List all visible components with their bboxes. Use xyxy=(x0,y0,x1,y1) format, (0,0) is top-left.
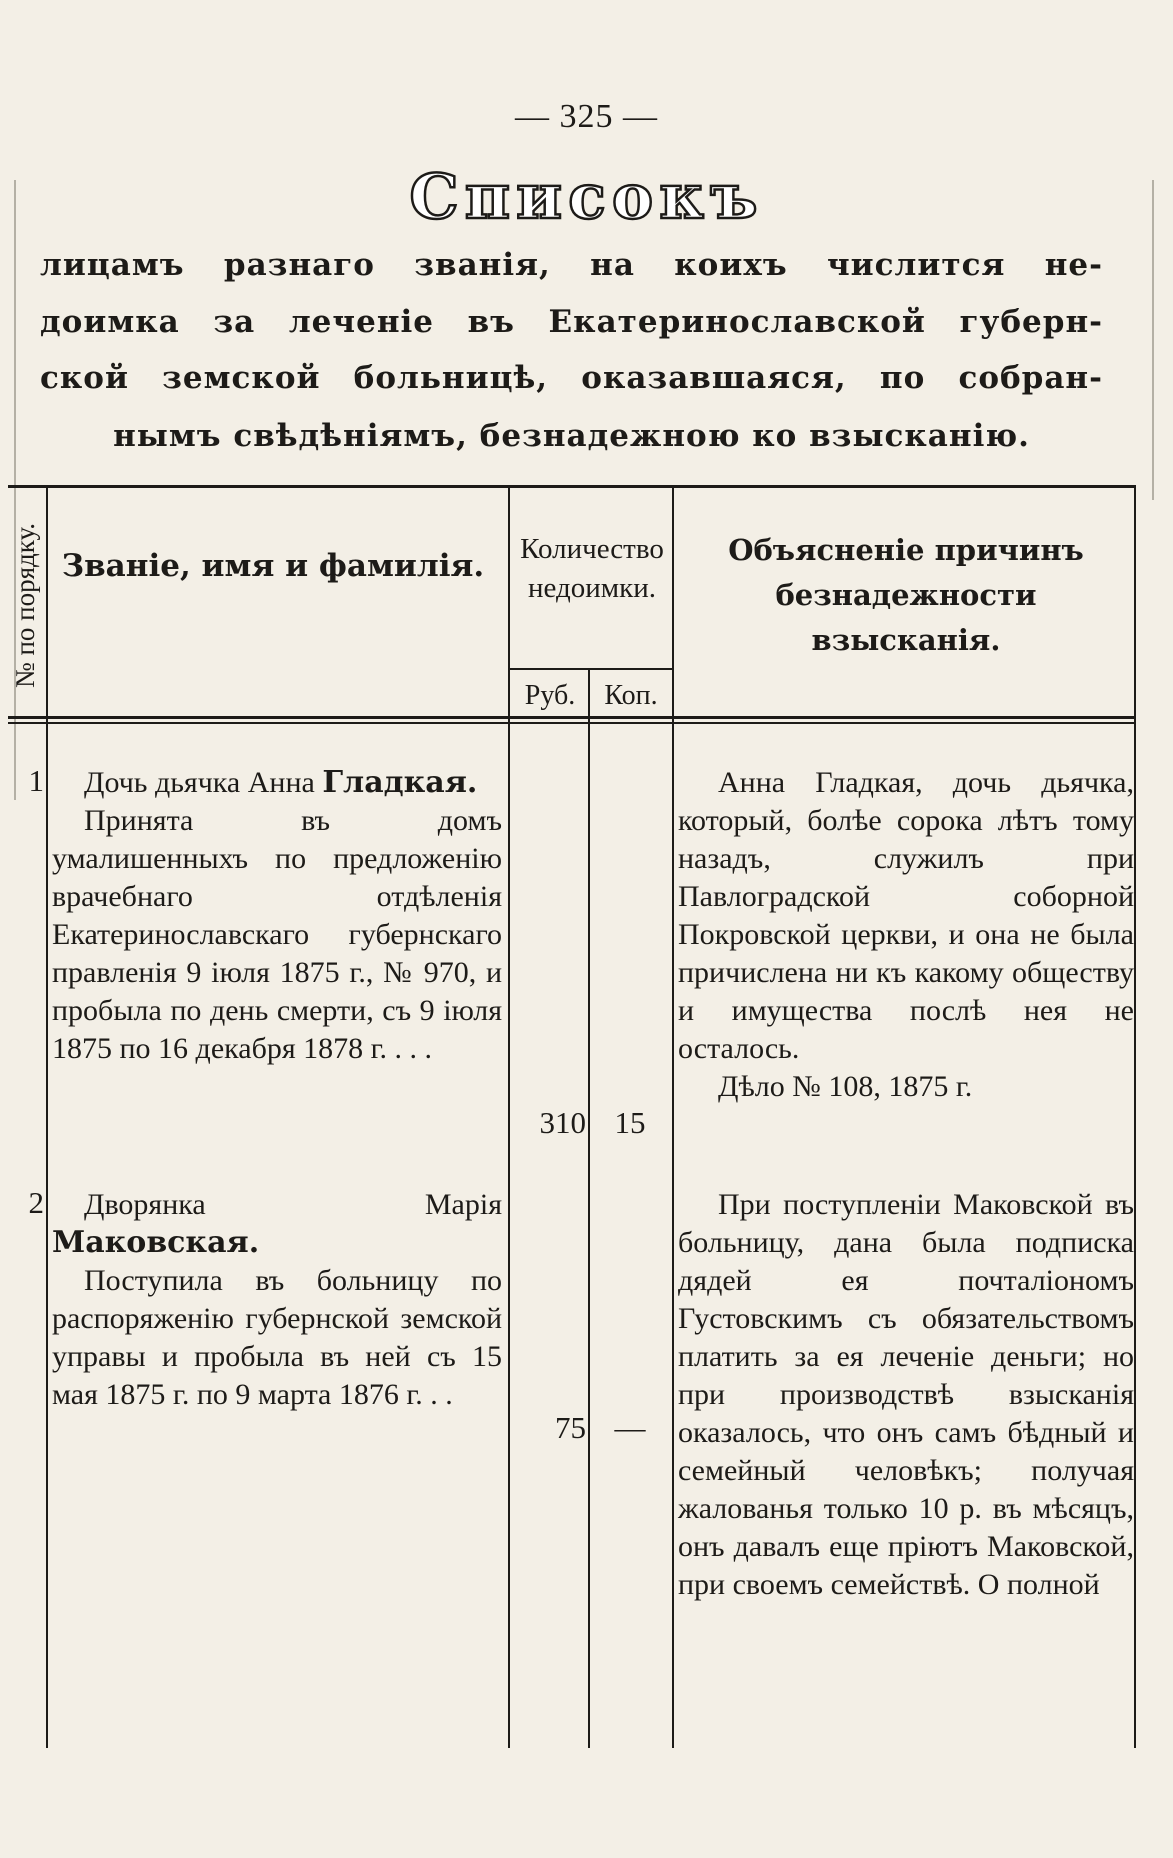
table-top-rule xyxy=(8,485,1136,488)
case-reference: Дѣло № 108, 1875 г. xyxy=(718,1070,973,1103)
header-rub: Руб. xyxy=(524,680,576,711)
page-number: — 325 — xyxy=(515,98,658,135)
qty-subheader-rule xyxy=(510,668,672,670)
admission-details: Принята въ домъ умалишенныхъ по предложенію врачебнаго отдѣленія Екатеринославскаго губернскаго правленія 9 іюля 1875 г., № 970, и пробыла по день смерти, съ 9 іюля 1875 по 16 декабря 1878 г. . . . xyxy=(52,804,502,1065)
table-header-rule xyxy=(8,716,1136,719)
subtitle-line: доимка за леченіе въ Екатеринославской губерн- xyxy=(40,304,1103,340)
header-number xyxy=(8,490,44,720)
col-divider-rub xyxy=(588,668,590,1748)
amount-rub: 310 xyxy=(539,1105,586,1140)
name-plain: Дворянка Марія xyxy=(84,1188,502,1221)
explanation-text xyxy=(678,764,1134,1106)
row-number: 2 xyxy=(28,1185,44,1220)
document-title: Списокъ xyxy=(409,160,764,233)
table-row-name xyxy=(52,764,502,1068)
subtitle-line: нымъ свѣдѣніямъ, безнадежною ко взысканію. xyxy=(113,418,1030,454)
header-kop: Коп. xyxy=(604,680,658,711)
header-name: Званіе, имя и фамилія. xyxy=(61,548,485,584)
admission-details: Поступила въ больницу по распоряженію губернской земской управы и пробыла въ ней съ 15 мая 1875 г. по 9 марта 1876 г. . . xyxy=(52,1264,502,1411)
explanation-body: Анна Гладкая, дочь дьячка, который, болѣе сорока лѣтъ тому назадъ, служилъ при Павлоградской соборной Покровской церкви, и она не была причислена ни къ какому обществу и имущества послѣ нея не осталось. xyxy=(678,766,1134,1065)
table-row-name xyxy=(52,1186,502,1414)
header-quantity: Количество недоимки. xyxy=(520,533,664,605)
explanation-text xyxy=(678,1186,1134,1604)
amount-rub: 75 xyxy=(555,1410,586,1445)
name-bold: Маковская. xyxy=(52,1225,260,1260)
name-bold: Гладкая. xyxy=(322,765,478,800)
row-number: 1 xyxy=(28,763,44,798)
subtitle-line: ской земской больницѣ, оказавшаяся, по собран- xyxy=(40,360,1103,396)
header-explanation: Объясненіе причинъ безнадежности взысканія. xyxy=(728,533,1084,657)
header-number-label: № по порядку. xyxy=(10,522,41,688)
name-plain: Дочь дьячка Анна xyxy=(84,766,323,799)
amount-kop: — xyxy=(614,1410,646,1445)
explanation-body: При поступленіи Маковской въ больницу, дана была подписка дядей ея почталіономъ Густовскимъ съ обязательствомъ платить за ея леченіе деньги; но при производствѣ взысканія оказалось, что онъ самъ бѣдный и семейный человѣкъ; получая жалованья только 10 р. въ мѣсяцъ, онъ давалъ еще пріютъ Маковской, при своемъ семействѣ. О полной xyxy=(678,1188,1134,1601)
col-divider-right xyxy=(1134,488,1136,1748)
table-header-rule-2 xyxy=(8,722,1136,724)
col-divider-kop xyxy=(672,488,674,1748)
subtitle-line: лицамъ разнаго званія, на коихъ числится не- xyxy=(40,247,1103,283)
amount-kop: 15 xyxy=(614,1105,646,1140)
col-divider-number xyxy=(46,488,48,1748)
